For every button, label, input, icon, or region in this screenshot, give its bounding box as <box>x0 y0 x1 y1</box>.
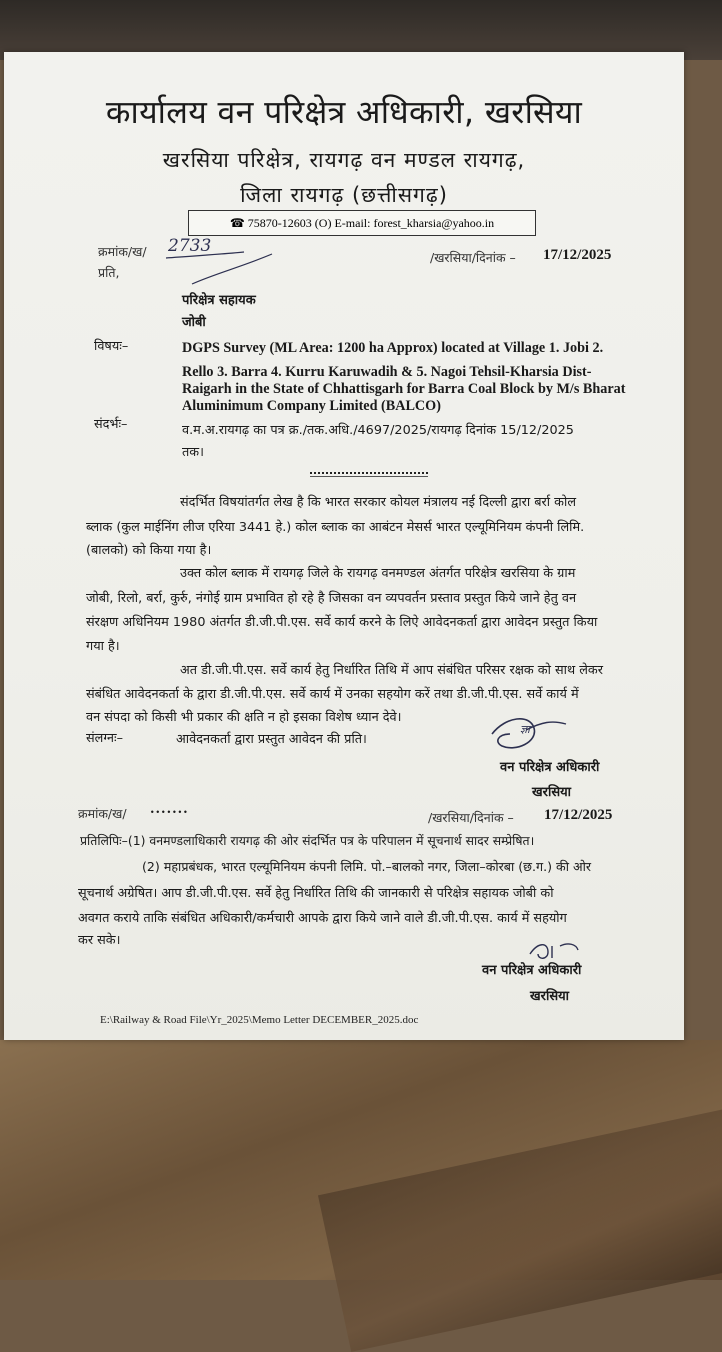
copy-line-2: (2) महाप्रबंधक, भारत एल्यूमिनियम कंपनी लिमि. पो.–बालको नगर, जिला–कोरबा (छ.ग.) की ओर <box>142 859 591 874</box>
divider-rule-underline <box>310 476 428 477</box>
contact-text: ☎ 75870-12603 (O) E-mail: forest_kharsia@yahoo.in <box>229 216 495 230</box>
para3-line-1: अत डी.जी.पी.एस. सर्वे कार्य हेतु निर्धारित तिथि में आप संबंधित परिसर रक्षक को साथ लेकर <box>180 663 603 678</box>
para2-line-4: गया है। <box>86 639 120 654</box>
to-label: प्रति, <box>98 265 120 280</box>
office-subtitle-1: खरसिया परिक्षेत्र, रायगढ़ वन मण्डल रायगढ़, <box>162 148 526 172</box>
signature-2-place: खरसिया <box>530 989 570 1004</box>
subject-label: विषयः– <box>94 339 129 354</box>
office-subtitle-2: जिला रायगढ़ (छत्तीसगढ़) <box>240 183 448 207</box>
enclosure-text: आवेदनकर्ता द्वारा प्रस्तुत आवेदन की प्रति। <box>176 732 367 747</box>
subject-line-2: Rello 3. Barra 4. Kurru Karuwadih & 5. Nagoi Tehsil-Kharsia Dist- <box>182 364 592 380</box>
subject-line-1: DGPS Survey (ML Area: 1200 ha Approx) located at Village 1. Jobi 2. <box>182 340 604 356</box>
para2-line-3: संरक्षण अधिनियम 1980 अंतर्गत डी.जी.पी.एस. सर्वे कार्य करने के लिऐ आवेदनकर्ता द्वारा आवेदन प्रस्तुत किया <box>86 615 598 630</box>
ref-place-date-label: /खरसिया/दिनांक – <box>430 250 516 265</box>
copy-place-date-label: /खरसिया/दिनांक – <box>428 810 514 825</box>
copy-line-1: प्रतिलिपिः–(1) वनमण्डलाधिकारी रायगढ़ की ओर संदर्भित पत्र के परिपालन में सूचनार्थ सादर सम्प्रेषित। <box>80 833 535 848</box>
ref-number-handwritten: 2733 <box>168 236 212 256</box>
signature-2-title: वन परिक्षेत्र अधिकारी <box>482 963 582 978</box>
recipient-line-1: परिक्षेत्र सहायक <box>182 293 256 308</box>
signature-1-place: खरसिया <box>532 785 572 800</box>
copy-date: 17/12/2025 <box>544 807 613 823</box>
letter-page <box>4 52 684 1040</box>
reference-line-2: तक। <box>182 445 204 460</box>
file-path-footer: E:\Railway & Road File\Yr_2025\Memo Letter DECEMBER_2025.doc <box>100 1014 419 1026</box>
copy-number-label: क्रमांक/ख/ <box>78 806 127 821</box>
reference-line-1: व.म.अ.रायगढ़ का पत्र क्र./तक.अधि./4697/2025/रायगढ़ दिनांक 15/12/2025 <box>182 423 574 438</box>
background-top <box>0 0 722 60</box>
pen-stroke-icon <box>164 248 284 288</box>
subject-line-3: Raigarh in the State of Chhattisgarh for Barra Coal Block by M/s Bharat <box>182 381 626 397</box>
office-title: कार्यालय वन परिक्षेत्र अधिकारी, खरसिया <box>105 93 583 131</box>
signature-1-title: वन परिक्षेत्र अधिकारी <box>500 760 600 775</box>
copy-line-5: कर सके। <box>78 933 121 948</box>
reference-label: संदर्भः– <box>94 417 128 432</box>
subject-line-4: Aluminimum Company Limited (BALCO) <box>182 398 441 414</box>
enclosure-label: संलग्नः– <box>86 731 124 746</box>
ref-date: 17/12/2025 <box>543 247 612 263</box>
copy-number-dots: ....... <box>150 802 189 817</box>
para1-line-2: ब्लाक (कुल माईनिंग लीज एरिया 3441 हे.) कोल ब्लाक का आबंटन मेसर्स भारत एल्यूमिनियम कंपनी लिमि. <box>86 520 585 535</box>
signature-1-text: ज्ञा <box>520 723 530 736</box>
para1-line-1: संदर्भित विषयांतर्गत लेख है कि भारत सरकार कोयल मंत्रालय नई दिल्ली द्वारा बर्रा कोल <box>180 495 576 510</box>
para1-line-3: (बालको) को किया गया है। <box>86 543 212 558</box>
copy-line-3: सूचनार्थ अग्रेषित। आप डी.जी.पी.एस. सर्वे हेतु निर्धारित तिथि की जानकारी से परिक्षेत्र सहायक जोबी को <box>78 886 554 901</box>
para3-line-2: संबंधित आवेदनकर्ता के द्वारा डी.जी.पी.एस. सर्वे कार्य में उनका सहयोग करें तथा डी.जी.पी.एस. सर्वे कार्य में <box>86 687 579 702</box>
para3-line-3: वन संपदा को किसी भी प्रकार की क्षति न हो इसका विशेष ध्यान देवे। <box>86 710 402 725</box>
contact-box <box>188 210 536 236</box>
recipient-line-2: जोबी <box>182 315 206 330</box>
copy-line-4: अवगत कराये ताकि संबंधित अधिकारी/कर्मचारी आपके द्वारा किये जाने वाले डी.जी.पी.एस. कार्य में सहयोग <box>78 911 567 926</box>
para2-line-2: जोबी, रिलो, बर्रा, कुर्रु, नंगोई ग्राम प्रभावित हो रहे है जिसका वन व्यपवर्तन प्रस्ताव प्रस्तुत किये जाने हेतु वन <box>86 591 577 606</box>
ref-number-label: क्रमांक/ख/ <box>98 244 147 259</box>
para2-line-1: उक्त कोल ब्लाक में रायगढ़ जिले के रायगढ़ वनमण्डल अंतर्गत परिक्षेत्र खरसिया के ग्राम <box>180 566 576 581</box>
